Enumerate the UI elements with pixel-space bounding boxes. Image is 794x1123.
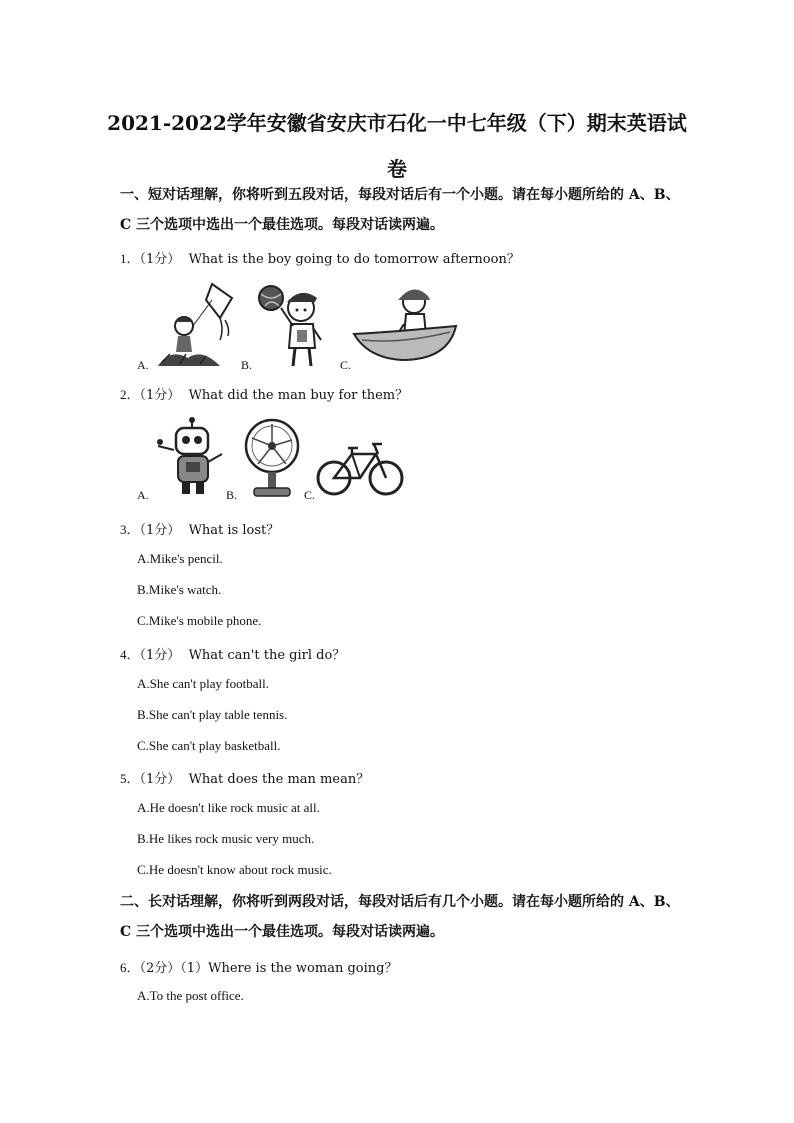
question-6 <box>120 957 397 976</box>
option-c: C.She can't play basketball. <box>137 738 281 753</box>
question-3 <box>120 519 279 538</box>
question-score: （1分） <box>139 252 181 267</box>
question-number: 2． <box>120 387 140 402</box>
question-text: What can't the girl do？ <box>188 648 346 663</box>
option-c-label: C. <box>340 358 352 372</box>
question-2 <box>120 384 408 403</box>
sub-question-number: （1） <box>180 961 209 976</box>
option-a: A.To the post office. <box>137 988 244 1003</box>
boating-boy-icon <box>352 280 462 368</box>
question-text: What did the man buy for them？ <box>188 388 409 403</box>
option-a: A.She can't play football. <box>137 676 269 691</box>
ball-playing-boy-icon <box>255 280 335 372</box>
option-c-label: C. <box>304 488 316 502</box>
question-number: 1． <box>120 251 140 266</box>
page-title: 2021-2022学年安徽省安庆市石化一中七年级（下）期末英语试卷 <box>107 111 687 181</box>
option-b-label: B. <box>241 358 253 372</box>
option-a: A.Mike's pencil. <box>137 551 223 566</box>
question-score: （1分） <box>139 648 181 663</box>
option-b: B.She can't play table tennis. <box>137 707 288 722</box>
question-text: What does the man mean？ <box>188 772 370 787</box>
bicycle-icon <box>316 434 406 498</box>
question-number: 5． <box>120 771 140 786</box>
option-a-label: A. <box>137 488 149 502</box>
kite-flying-boy-icon <box>150 278 245 370</box>
question-4 <box>120 644 345 663</box>
section-1-heading: 一、短对话理解，你将听到五段对话，每段对话后有一个小题。请在每小题所给的 A、B、C 三个选项中选出一个最佳选项。每段对话读两遍。 <box>120 187 680 233</box>
question-score: （1分） <box>139 388 181 403</box>
option-c: C.Mike's mobile phone. <box>137 613 262 628</box>
question-5 <box>120 768 369 787</box>
question-number: 3． <box>120 522 140 537</box>
question-text: What is the boy going to do tomorrow afternoon？ <box>188 252 520 267</box>
question-1 <box>120 248 520 267</box>
question-number: 4． <box>120 647 140 662</box>
question-text: Where is the woman going？ <box>208 961 398 976</box>
question-text: What is lost？ <box>188 523 280 538</box>
question-score: （1分） <box>139 772 181 787</box>
question-score: （1分） <box>139 523 181 538</box>
option-a-label: A. <box>137 358 149 372</box>
question-number: 6． <box>120 960 140 975</box>
robot-toy-icon <box>152 416 232 498</box>
electric-fan-icon <box>240 416 306 500</box>
option-b: B.He likes rock music very much. <box>137 831 315 846</box>
option-c: C.He doesn't know about rock music. <box>137 862 332 877</box>
section-2-heading: 二、长对话理解，你将听到两段对话，每段对话后有几个小题。请在每小题所给的 A、B、C 三个选项中选出一个最佳选项。每段对话读两遍。 <box>120 894 680 940</box>
option-b-label: B. <box>226 488 238 502</box>
option-a: A.He doesn't like rock music at all. <box>137 800 320 815</box>
question-score: （2分） <box>139 961 181 976</box>
option-b: B.Mike's watch. <box>137 582 222 597</box>
